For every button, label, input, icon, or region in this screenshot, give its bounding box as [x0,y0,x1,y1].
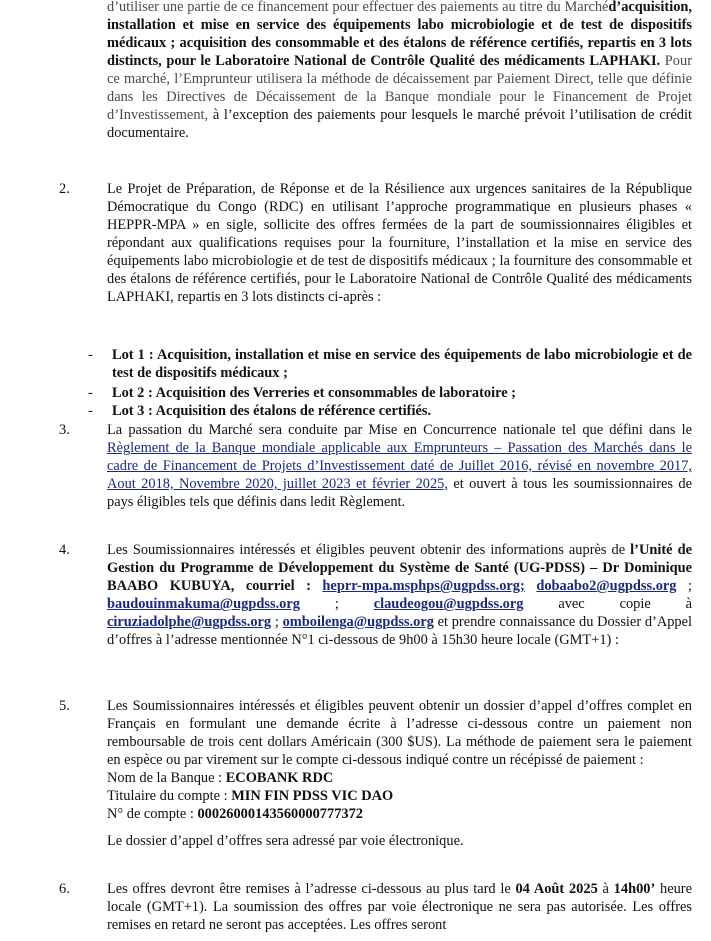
email-link[interactable]: claudeogou@ugpdss.org [373,596,524,612]
lot-2-text: Lot 2 : Acquisition des Verreries et consommables de laboratoire ; [112,385,516,401]
lot-bullet: - [88,347,93,363]
paragraph-body [107,697,692,850]
paragraph-number: 4. [59,542,70,558]
account-holder-line [107,787,692,805]
intro-rest-text: à l’exception des paiements pour lesquels le marché prévoit l’utilisation de crédit documentaire. [107,107,692,141]
p3-post-text: et ouvert à tous les soumissionnaires de pays éligibles tels que définis dans ledit Règlement. [107,476,692,510]
lot-1-text: Lot 1 : Acquisition, installation et mise en service des équipements de labo microbiologie et de test de dispositifs médicaux ; [112,347,692,381]
holder-value: MIN FIN PDSS VIC DAO [231,788,394,804]
paragraph-number: 2. [59,181,70,197]
paragraph-text [107,541,692,649]
bank-label: Nom de la Banque : [107,770,226,786]
lot-bullet: - [88,403,93,419]
separator: ; [271,614,283,630]
separator: ; [299,596,374,612]
paragraph-text [107,421,692,511]
lot-bullet: - [88,385,93,401]
intro-faded-text: Pour ce marché, l’Emprunteur utilisera la méthode de décaissement par Paiement Direct, telle que définie dans les Directives de Décaissement de la Banque mondiale pour le Financement de Projet d’Investissement, [107,53,692,123]
account-number-line [107,805,692,823]
regulation-link[interactable]: Règlement de la Banque mondiale applicable aux Emprunteurs – Passation des Marchés dans le cadre de Financement de Projets d’Investissement daté de Juillet 2016, révisé en novembre 2017, Aout 2018, Novembre 2020, juillet 2023 et février 2025, [107,440,692,492]
separator: ; [676,578,692,594]
intro-line1: d’utiliser une partie de ce financement pour effectuer des paiements au titre du Marché [107,0,609,15]
lot-3-text: Lot 3 : Acquisition des étalons de référence certifiés. [112,403,432,419]
electronic-note: Le dossier d’appel d’offres sera adressé par voie électronique. [107,833,464,849]
p3-pre-text: La passation du Marché sera conduite par Mise en Concurrence nationale tel que défini dans le [107,422,692,438]
email-link[interactable]: heprr-mpa.msphps@ugpdss.org; [322,578,525,594]
p6-mid-text: à [597,881,614,897]
intro-paragraph [107,0,692,142]
p4-pre-text: Les Soumissionnaires intéressés et éligibles peuvent obtenir des informations auprès de [107,542,631,558]
email-link[interactable]: dobaabo2@ugpdss.org [536,578,677,594]
paragraph-number: 5. [59,698,70,714]
account-label: N° de compte : [107,806,198,822]
paragraph-number: 3. [59,422,70,438]
paragraph-number: 6. [59,881,70,897]
paragraph-text [107,880,692,934]
deadline-date: 04 Août 2025 [515,881,598,897]
p6-pre-text: Les offres devront être remises à l’adresse ci-dessous au plus tard le [107,881,516,897]
p6-post-text: heure locale (GMT+1). La soumission des offres par voie électronique ne sera pas autorisée. Les offres remises en retard ne seront pas acceptées. Les offres seront [107,881,692,933]
email-link[interactable]: ciruziadolphe@ugpdss.org [107,614,272,630]
p4-post-text: et prendre connaissance du Dossier d’Appel d’offres à l’adresse mentionnée N°1 ci-dessous de 9h00 à 15h30 heure locale (GMT+1) : [107,614,692,648]
email-link[interactable]: baudouinmakuma@ugpdss.org [107,596,300,612]
intro-bold-text: d’acquisition, installation et mise en service des équipements labo microbiologie et de test de dispositifs médicaux ; acquisition des consommable et des étalons de référence certifiés, repartis en 3 lots distincts, pour le Laboratoire National de Contrôle Qualité des médicaments LAPHAKI. [107,0,692,69]
p4-bold-text: l’Unité de Gestion du Programme de Développement du Système de Santé (UG-PDSS) – Dr Dominique BAABO KUBUYA, courriel : [107,542,692,594]
bank-name-line [107,769,692,787]
avec-copie-text: avec copie à [523,596,692,612]
deadline-time: 14h00’ [613,881,656,897]
account-value: 00026000143560000777372 [197,806,363,822]
email-link[interactable]: omboilenga@ugpdss.org [282,614,434,630]
holder-label: Titulaire du compte : [107,788,232,804]
paragraph-text: Les Soumissionnaires intéressés et éligibles peuvent obtenir un dossier d’appel d’offres complet en Français en formulant une demande écrite à l’adresse ci-dessous contre un paiement non remboursable de trois cent dollars Américain (300 $US). La méthode de paiement sera le paiement en espèce ou par virement sur le compte ci-dessous indiqué contre un récépissé de paiement : [107,698,692,768]
paragraph-text: Le Projet de Préparation, de Réponse et de la Résilience aux urgences sanitaires de la République Démocratique du Congo (RDC) en utilisant l’approche programmatique en plusieurs phases « HEPPR-MPA » en sigle, sollicite des offres fermées de la part de soumissionnaires éligibles et répondant aux qualifications requises pour la fourniture, l’installation et la mise en service des équipements labo microbiologie et de test de dispositifs médicaux ; la fourniture des consommable et des étalons de référence certifiés, pour le Laboratoire National de Contrôle Qualité des médicaments LAPHAKI, repartis en 3 lots distincts ci-après : [107,181,692,305]
bank-value: ECOBANK RDC [225,770,334,786]
